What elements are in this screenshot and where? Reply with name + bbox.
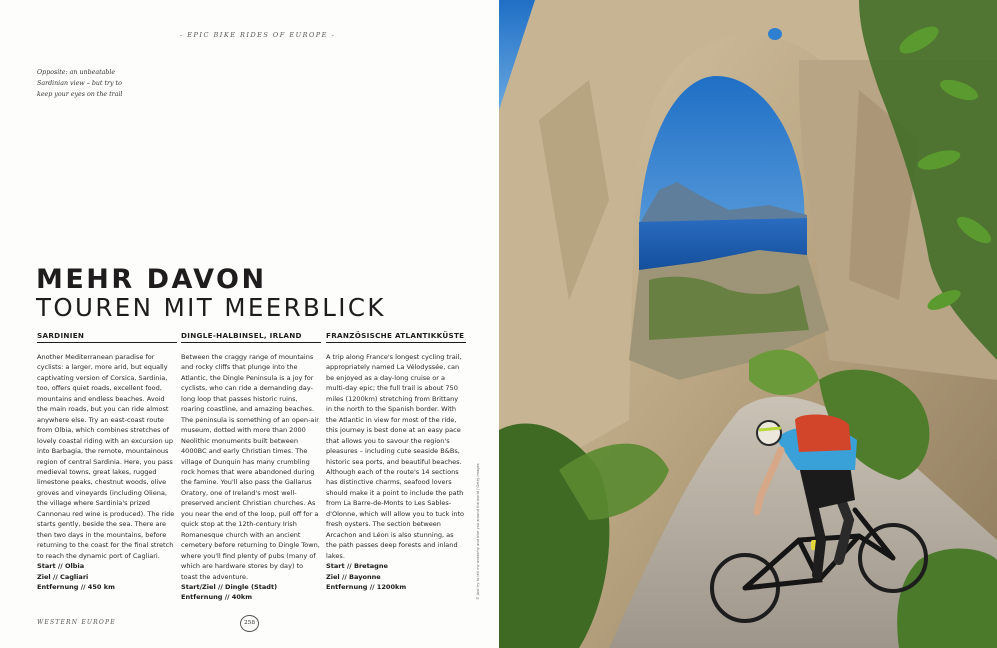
running-head: - EPIC BIKE RIDES OF EUROPE - (180, 31, 336, 39)
article-column-sardinia (37, 331, 177, 592)
footer-section-label: WESTERN EUROPE (37, 619, 116, 626)
photo-credit: © Just try to tell my anatomy and bike you around the world / Getty Images (476, 463, 480, 600)
rider-backpack (795, 415, 851, 452)
page-title: MEHR DAVON (36, 264, 267, 295)
column-heading: SARDINIEN (37, 331, 177, 343)
page-subtitle: TOUREN MIT MEERBLICK (36, 293, 386, 322)
page-number: 258 (240, 615, 259, 632)
route-finish: Ziel // Cagliari (37, 572, 89, 581)
article-column-dingle (181, 331, 321, 603)
caption-line-2: Sardinian view – but try to (37, 80, 122, 87)
column-body: Another Mediterranean paradise for cyclists: a larger, more arid, but equally captivating version of Corsica, Sardinia, too, offers quiet roads, excellent food, mountains and endless beaches. Avoid the main roads, but you can ride almost anywhere else. Try an east-coast route from Olbia, which combines stretches of lovely coastal riding with an excursion up into Barbagia, the remote, mountainous region of central Sardinia. Here, you pass medieval towns, great lakes, rugged limestone peaks, chestnut woods, olive groves and vineyards (including Oliena, the village where Sardinia's prized Cannonau red wine is produced). The ride starts gently, beside the sea. There are then two days in the mountains, before returning to the coast for the final stretch to reach the dynamic port of Cagliari. (37, 353, 175, 560)
photo-caption (37, 67, 147, 100)
route-start-finish: Start/Ziel // Dingle (Stadt) (181, 582, 278, 591)
route-distance: Entfernung // 40km (181, 593, 253, 602)
route-distance: Entfernung // 1200km (326, 582, 407, 591)
column-heading: DINGLE-HALBINSEL, IRLAND (181, 331, 321, 343)
route-distance: Entfernung // 450 km (37, 582, 115, 591)
caption-line-3: keep your eyes on the trail (37, 91, 123, 98)
route-finish: Ziel // Bayonne (326, 572, 381, 581)
feature-photo (499, 0, 997, 648)
column-heading: FRANZÖSISCHE ATLANTIKKÜSTE (326, 331, 466, 343)
column-body: A trip along France's longest cycling trail, appropriately named La Vélodyssée, can be enjoyed as a day-long cruise or a multi-day epic; the full trail is about 750 miles (1200km) stretching from Brittany in the north to the Spanish border. With the Atlantic in view for most of the ride, this journey is best done at an easy pace that allows you to savour the region's pleasures – including cute seaside B&Bs, historic sea ports, and beautiful beaches. Although each of the route's 14 sections has distinctive charms, seafood lovers should make it a point to include the path from La Barre-de-Monts to Les Sables-d'Olonne, which will allow you to tuck into fresh oysters. The section between Arcachon and Léon is also stunning, as the path passes deep forests and inland lakes. (326, 353, 465, 560)
caption-line-1: Opposite: an unbeatable (37, 69, 116, 76)
rock-hole (768, 28, 782, 40)
photo-illustration (499, 0, 997, 648)
helmet-stripe (759, 428, 781, 430)
route-start: Start // Olbia (37, 562, 85, 571)
rider-helmet (757, 421, 781, 445)
route-start: Start // Bretagne (326, 562, 388, 571)
column-body: Between the craggy range of mountains and rocky cliffs that plunge into the Atlantic, the Dingle Peninsula is a joy for cyclists, who can ride a demanding day-long loop that passes historic ruins, roaring coastline, and amazing beaches. The peninsula is something of an open-air museum, dotted with more than 2000 Neolithic monuments built between 4000BC and early Christian times. The village of Dunquin has many crumbling rock homes that were abandoned during the famine. You'll also pass the Gallarus Oratory, one of Ireland's most well-preserved ancient Christian churches. As you near the end of the loop, pull off for a quick stop at the 12th-century Irish Romanesque church with an ancient cemetery before returning to Dingle Town, where you'll find plenty of pubs (many of which are hardware stores by day) to toast the adventure. (181, 353, 320, 581)
article-column-atlantic-coast (326, 331, 466, 592)
